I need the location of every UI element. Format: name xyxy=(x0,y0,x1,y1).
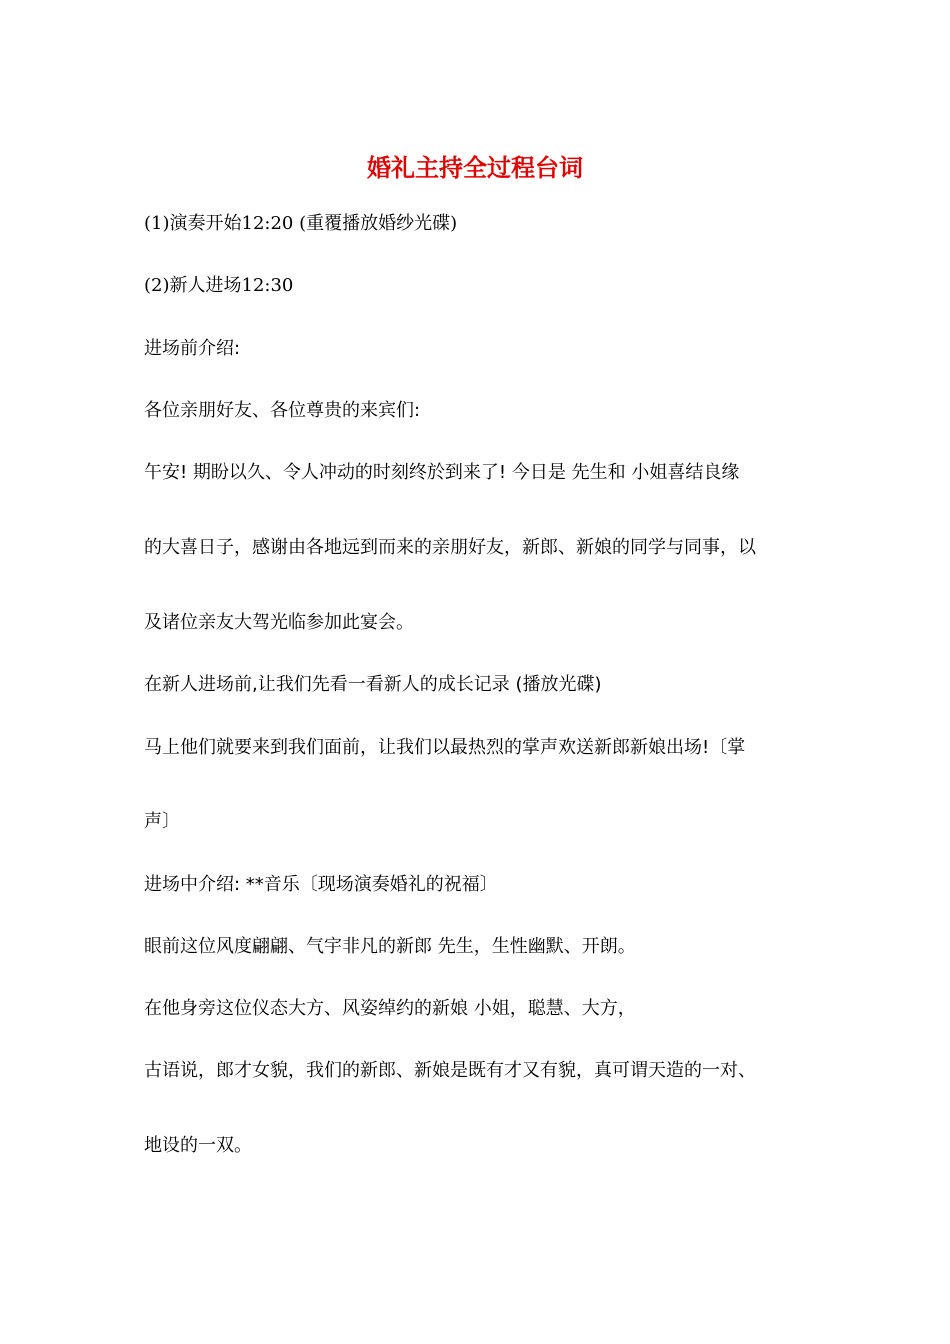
line-growth-record: 在新人进场前,让我们先看一看新人的成长记录 (播放光碟) xyxy=(144,674,602,695)
line-paragraph-1b: 的大喜日子，感谢由各地远到而来的亲朋好友，新郎、新娘的同学与同事，以 xyxy=(144,537,756,558)
document-title: 婚礼主持全过程台词 xyxy=(367,153,583,182)
line-entrance-intro: 进场中介绍: **音乐〔现场演奏婚礼的祝福〕 xyxy=(144,874,498,895)
line-greeting: 各位亲朋好友、各位尊贵的来宾们: xyxy=(144,400,421,421)
line-bride-intro: 在他身旁这位仪态大方、风姿绰约的新娘 小姐，聪慧、大方， xyxy=(144,998,636,1019)
line-applause-b: 声〕 xyxy=(144,811,180,832)
line-couple-entrance: (2)新人进场12:30 xyxy=(144,275,294,296)
line-performance-start: (1)演奏开始12:20 (重覆播放婚纱光碟) xyxy=(144,213,458,234)
line-applause-a: 马上他们就要来到我们面前，让我们以最热烈的掌声欢送新郎新娘出场!〔掌 xyxy=(144,737,746,758)
line-paragraph-1c: 及诸位亲友大驾光临参加此宴会。 xyxy=(144,612,414,633)
line-groom-intro: 眼前这位风度翩翩、气宇非凡的新郎 先生，生性幽默、开朗。 xyxy=(144,936,636,957)
line-paragraph-1a: 午安! 期盼以久、令人冲动的时刻终於到来了! 今日是 先生和 小姐喜结良缘 xyxy=(144,462,740,483)
line-pre-entrance-heading: 进场前介绍: xyxy=(144,338,241,359)
line-proverb-a: 古语说，郎才女貌，我们的新郎、新娘是既有才又有貌，真可谓天造的一对、 xyxy=(144,1060,756,1081)
line-proverb-b: 地设的一双。 xyxy=(144,1135,252,1156)
